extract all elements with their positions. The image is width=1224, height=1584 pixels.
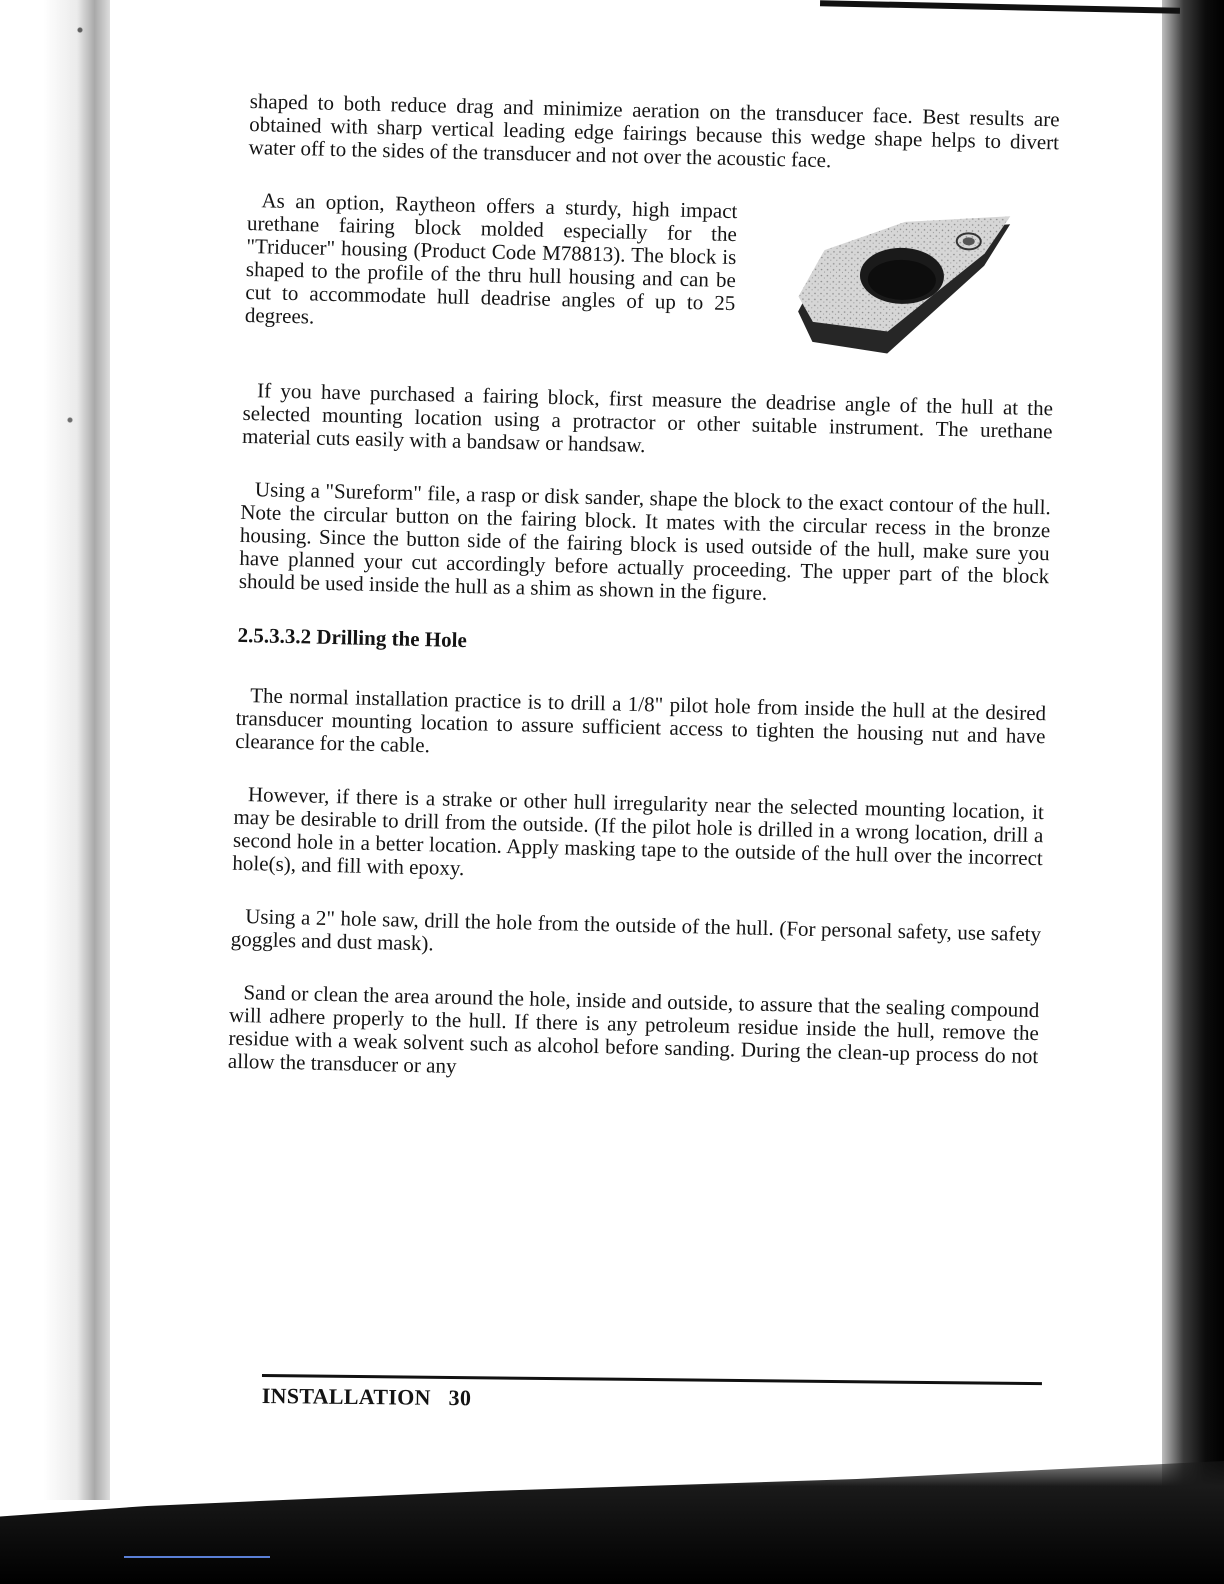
paragraph-fairing-option: As an option, Raytheon offers a sturdy, high impact urethane fairing block molded especially for the "Triducer" housing (Product Code M78813). The block is shaped to the profile of the thru hull housing and can be cut to accommodate hull deadrise angles of up to 25 degrees. (244, 188, 738, 329)
fairing-option-block (244, 189, 1057, 367)
page-footer (262, 1374, 1042, 1417)
document-page (227, 90, 1060, 1121)
bottom-left-mark (124, 1556, 270, 1558)
top-rule (820, 0, 1180, 14)
section-number: 2.5.3.3.2 (237, 622, 312, 649)
scan-right-edge (1162, 0, 1224, 1584)
paragraph-shape-block: Using a "Sureform" file, a rasp or disk sander, shape the block to the exact contour of the hull. Note the circular button on the fairing block. It mates with the circular recess in the bronze housing. Since the button side of the fairing block is used outside of the hull, make sure you have planned your cut accordingly before actually proceeding. The upper part of the block should be used inside the hull as a shim as shown in the figure. (238, 477, 1052, 605)
page-number: 30 (448, 1384, 472, 1411)
paragraph-pilot-hole: The normal installation practice is to drill a 1/8" pilot hole from inside the hull at the desired transducer mounting location to assure sufficient access to tighten the housing nut and have clearance for the cable. (234, 683, 1047, 758)
footer-label: INSTALLATION (261, 1382, 431, 1410)
scan-bottom-shadow (0, 1434, 1224, 1584)
section-title: Drilling the Hole (316, 624, 468, 653)
paragraph-sand-clean: Sand or clean the area around the hole, inside and outside, to assure that the sealing compound will adhere properly to the hull. If there is any petroleum residue inside the hull, remove the residue with a weak solvent such as alcohol before sanding. During the clean-up process do not allow the transducer or any (227, 980, 1040, 1078)
footer-text (262, 1383, 1042, 1417)
fairing-block-photo-icon (782, 201, 1026, 366)
section-heading (237, 623, 1047, 666)
paragraph-drill-outside: However, if there is a strake or other hull irregularity near the selected mounting location, it may be desirable to drill from the outside. (If the pilot hole is drilled in a wrong location, drill a second hole in a better location. Apply masking tape to the outside of the hull over the incorrect hole(s), and fill with epoxy. (232, 782, 1045, 881)
paragraph-measure-deadrise: If you have purchased a fairing block, first measure the deadrise angle of the hull at the selected mounting location using a protractor or other suitable instrument. The urethane material cuts easily with a bandsaw or handsaw. (241, 378, 1054, 458)
paragraph-hole-saw: Using a 2" hole saw, drill the hole from the outside of the hull. (For personal safety, use safety goggles and dust mask). (230, 904, 1042, 956)
paragraph-intro: shaped to both reduce drag and minimize aeration on the transducer face. Best results are obtained with sharp vertical leading edge fairings because this wedge shape helps to divert water off to the sides of the transducer and not over the acoustic face. (248, 89, 1060, 173)
scan-left-edge (0, 0, 110, 1500)
